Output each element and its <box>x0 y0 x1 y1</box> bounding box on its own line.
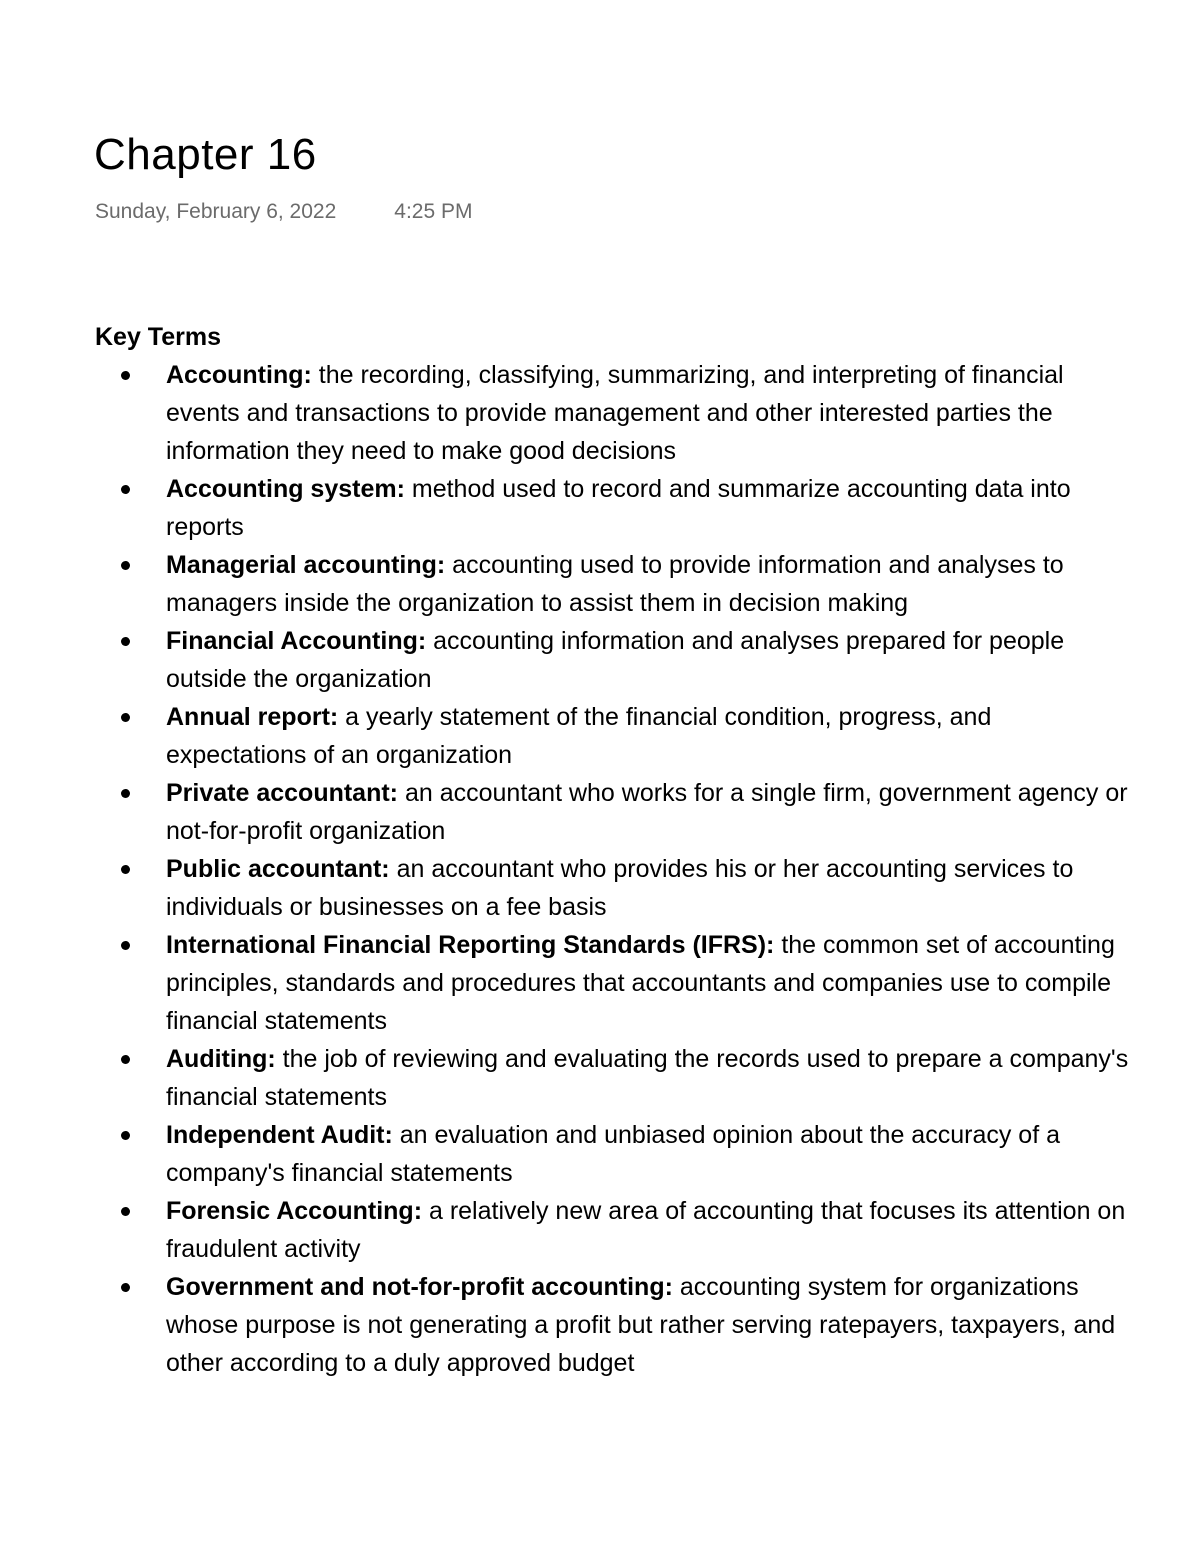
bullet-icon <box>121 713 130 722</box>
bullet-icon <box>121 941 130 950</box>
term-label: Annual report: <box>166 703 339 731</box>
term-definition: an evaluation and unbiased opinion about the accuracy of a company's financial statements <box>166 1121 1060 1187</box>
bullet-icon <box>121 1131 130 1140</box>
list-item <box>95 1268 1135 1382</box>
term-label: Auditing: <box>166 1045 276 1073</box>
term-definition: an accountant who works for a single firm, government agency or not-for-profit organization <box>166 779 1128 845</box>
list-item <box>95 356 1135 470</box>
term-label: Financial Accounting: <box>166 627 427 655</box>
term-definition: an accountant who provides his or her accounting services to individuals or businesses on a fee basis <box>166 855 1074 921</box>
bullet-icon <box>121 789 130 798</box>
term-label: Government and not-for-profit accounting: <box>166 1273 673 1301</box>
term-label: Accounting system: <box>166 475 405 503</box>
term-label: Managerial accounting: <box>166 551 446 579</box>
term-label: Accounting: <box>166 361 312 389</box>
list-item <box>95 698 1135 774</box>
bullet-icon <box>121 1055 130 1064</box>
note-content <box>95 318 1135 1438</box>
list-item <box>95 470 1135 546</box>
term-label: Independent Audit: <box>166 1121 393 1149</box>
list-item <box>95 850 1135 926</box>
list-item <box>95 926 1135 1040</box>
page-timestamp <box>95 200 472 224</box>
term-label: International Financial Reporting Standards (IFRS): <box>166 931 775 959</box>
key-terms-list <box>95 356 1135 1382</box>
bullet-icon <box>121 1207 130 1216</box>
bullet-icon <box>121 561 130 570</box>
list-item <box>95 622 1135 698</box>
section-heading: Key Terms <box>95 323 221 351</box>
list-item <box>95 1116 1135 1192</box>
list-item <box>95 1040 1135 1116</box>
list-item <box>95 774 1135 850</box>
bullet-icon <box>121 865 130 874</box>
bullet-icon <box>121 485 130 494</box>
bullet-icon <box>121 1283 130 1292</box>
bullet-icon <box>121 371 130 380</box>
term-definition: method used to record and summarize accounting data into reports <box>166 475 1071 541</box>
term-label: Public accountant: <box>166 855 390 883</box>
term-definition: the common set of accounting principles, standards and procedures that accountants and companies use to compile financial statements <box>166 931 1115 1035</box>
page-time: 4:25 PM <box>394 200 473 223</box>
term-label: Forensic Accounting: <box>166 1197 423 1225</box>
term-definition: a relatively new area of accounting that focuses its attention on fraudulent activity <box>166 1197 1126 1263</box>
bullet-icon <box>121 637 130 646</box>
page-title: Chapter 16 <box>94 130 317 179</box>
list-item <box>95 1192 1135 1268</box>
term-definition: accounting used to provide information and analyses to managers inside the organization to assist them in decision making <box>166 551 1064 617</box>
term-label: Private accountant: <box>166 779 399 807</box>
page-date: Sunday, February 6, 2022 <box>95 200 337 223</box>
term-definition: accounting system for organizations whose purpose is not generating a profit but rather serving ratepayers, taxpayers, and other according to a duly approved budget <box>166 1273 1116 1377</box>
term-definition: the recording, classifying, summarizing, and interpreting of financial events and transactions to provide management and other interested parties the information they need to make good decisions <box>166 361 1064 465</box>
term-definition: the job of reviewing and evaluating the records used to prepare a company's financial statements <box>166 1045 1129 1111</box>
term-definition: accounting information and analyses prepared for people outside the organization <box>166 627 1065 693</box>
term-definition: a yearly statement of the financial condition, progress, and expectations of an organization <box>166 703 992 769</box>
list-item <box>95 546 1135 622</box>
